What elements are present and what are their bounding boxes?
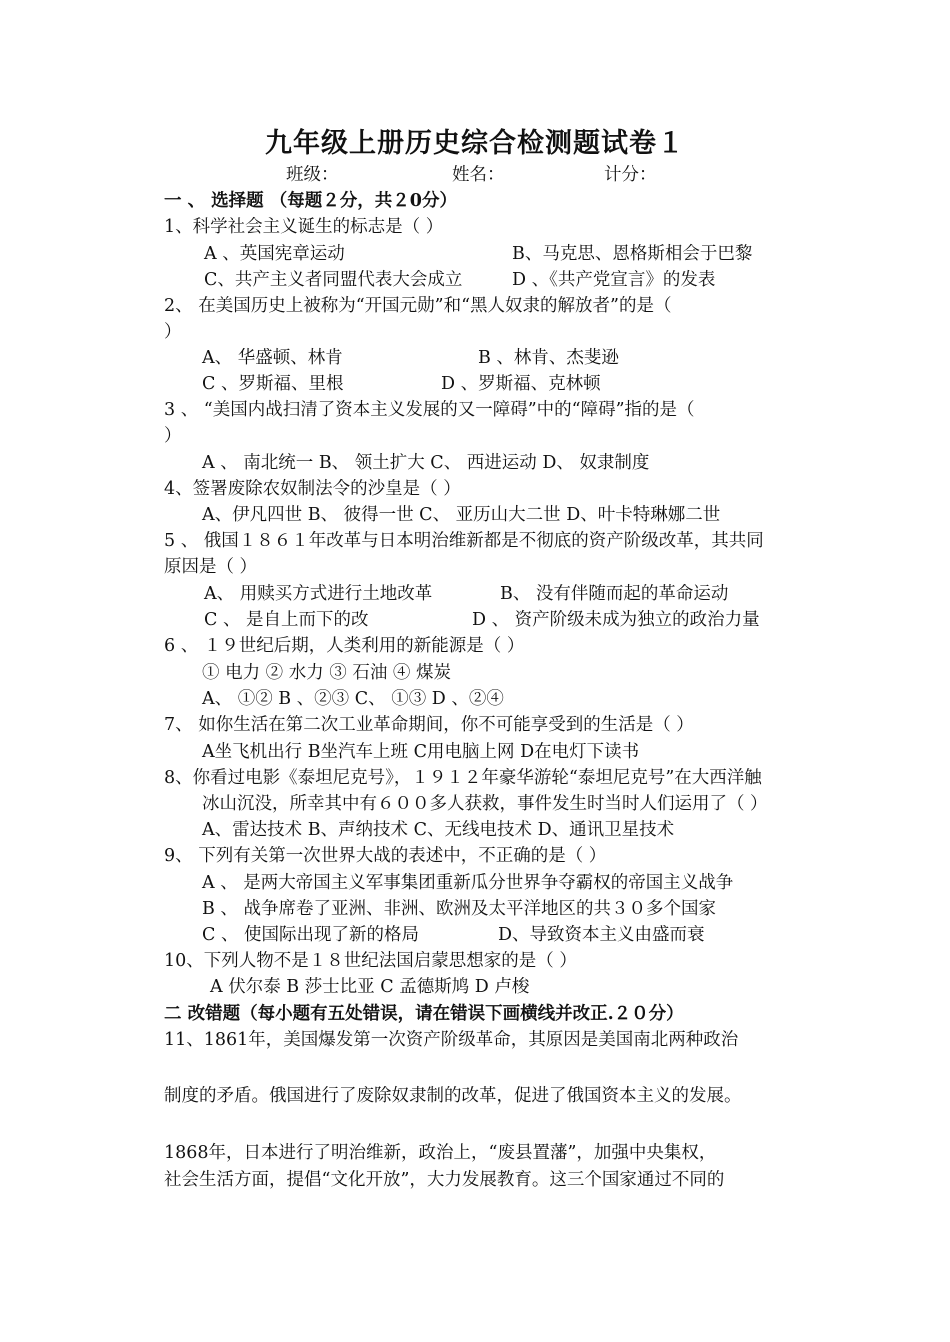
question-5-option-b: B、 没有伴随而起的革命运动 xyxy=(500,584,729,604)
question-3-options: A 、 南北统一 B、 领土扩大 C、 西进运动 D、 奴隶制度 xyxy=(202,453,650,473)
question-7-options: A坐飞机出行 B坐汽车上班 C用电脑上网 D在电灯下读书 xyxy=(202,742,640,762)
question-4-options: A、伊凡四世 B、 彼得一世 C、 亚历山大二世 D、叶卡特琳娜二世 xyxy=(202,505,721,525)
question-11-line-4: 社会生活方面，提倡“文化开放”，大力发展教育。这三个国家通过不同的 xyxy=(164,1170,725,1190)
question-8-stem-cont: 冰山沉没，所幸其中有６００多人获救，事件发生时当时人们运用了（ ） xyxy=(202,794,768,814)
question-8-stem: 8、你看过电影《泰坦尼克号》，１９１２年豪华游轮“泰坦尼克号”在大西洋触 xyxy=(164,768,762,788)
question-2-option-b: B 、林肯、杰斐逊 xyxy=(478,348,619,368)
question-9-option-a: A 、 是两大帝国主义军事集团重新瓜分世界争夺霸权的帝国主义战争 xyxy=(202,873,734,893)
question-11-line-2: 制度的矛盾。俄国进行了废除奴隶制的改革，促进了俄国资本主义的发展。 xyxy=(164,1086,742,1106)
question-2-stem: 2、 在美国历史上被称为“开国元勋”和“黑人奴隶的解放者”的是（ xyxy=(164,296,672,316)
question-6-items: ① 电力 ② 水力 ③ 石油 ④ 煤炭 xyxy=(202,663,451,683)
question-1-option-a: A 、英国宪章运动 xyxy=(204,244,345,264)
question-2-stem-cont: ） xyxy=(164,322,182,342)
question-9-option-b: B 、 战争席卷了亚洲、非洲、欧洲及太平洋地区的共３０多个国家 xyxy=(202,899,716,919)
question-9-option-c: C 、 使国际出现了新的格局 xyxy=(202,925,420,945)
page-title: 九年级上册历史综合检测题试卷１ xyxy=(265,128,685,159)
class-label: 班级： xyxy=(286,165,339,185)
score-label: 计分： xyxy=(604,165,657,185)
question-2-option-c: C 、罗斯福、里根 xyxy=(202,374,344,394)
question-1-option-c: C、共产主义者同盟代表大会成立 xyxy=(204,270,463,290)
question-4-stem: 4、签署废除农奴制法令的沙皇是（ ） xyxy=(164,479,461,499)
question-1-stem: 1、科学社会主义诞生的标志是（ ） xyxy=(164,217,444,237)
question-5-stem-cont: 原因是（ ） xyxy=(164,557,258,577)
question-9-option-d: D、导致资本主义由盛而衰 xyxy=(498,925,705,945)
question-6-options: A、 ①② B 、②③ C、 ①③ D 、②④ xyxy=(202,689,504,709)
question-10-stem: 10、下列人物不是１８世纪法国启蒙思想家的是（ ） xyxy=(164,951,577,971)
question-5-option-c: C 、 是自上而下的改 xyxy=(204,610,369,630)
question-11-line-3: 1868年，日本进行了明治维新，政治上，“废县置藩”，加强中央集权， xyxy=(164,1143,717,1163)
question-2-option-d: D 、罗斯福、克林顿 xyxy=(441,374,601,394)
question-1-option-b: B、马克思、恩格斯相会于巴黎 xyxy=(512,244,753,264)
question-5-option-a: A、 用赎买方式进行土地改革 xyxy=(204,584,433,604)
question-5-option-d: D 、 资产阶级未成为独立的政治力量 xyxy=(472,610,760,630)
question-3-stem: 3 、 “美国内战扫清了资本主义发展的又一障碍”中的“障碍”指的是（ xyxy=(164,400,695,420)
section-heading-choice: 一 、 选择题 （每题２分，共２0分） xyxy=(164,191,457,211)
question-10-options: A 伏尔泰 B 莎士比亚 C 孟德斯鸠 D 卢梭 xyxy=(210,977,530,997)
question-11-line-1: 11、1861年，美国爆发第一次资产阶级革命，其原因是美国南北两种政治 xyxy=(164,1030,739,1050)
question-9-stem: 9、 下列有关第一次世界大战的表述中，不正确的是（ ） xyxy=(164,846,607,866)
question-1-option-d: D 、《共产党宣言》的发表 xyxy=(512,270,716,290)
name-label: 姓名： xyxy=(452,165,505,185)
question-3-stem-cont: ） xyxy=(164,426,182,446)
question-2-option-a: A、 华盛顿、林肯 xyxy=(202,348,343,368)
question-6-stem: 6 、 １９世纪后期，人类利用的新能源是（ ） xyxy=(164,636,525,656)
question-8-options: A、雷达技术 B、声纳技术 C、无线电技术 D、通讯卫星技术 xyxy=(202,820,675,840)
section-heading-correction: 二 改错题（每小题有五处错误，请在错误下画横线并改正.２０分） xyxy=(164,1004,684,1024)
question-7-stem: 7、 如你生活在第二次工业革命期间，你不可能享受到的生活是（ ） xyxy=(164,715,694,735)
question-5-stem: 5 、 俄国１８６１年改革与日本明治维新都是不彻底的资产阶级改革，其共同 xyxy=(164,531,764,551)
